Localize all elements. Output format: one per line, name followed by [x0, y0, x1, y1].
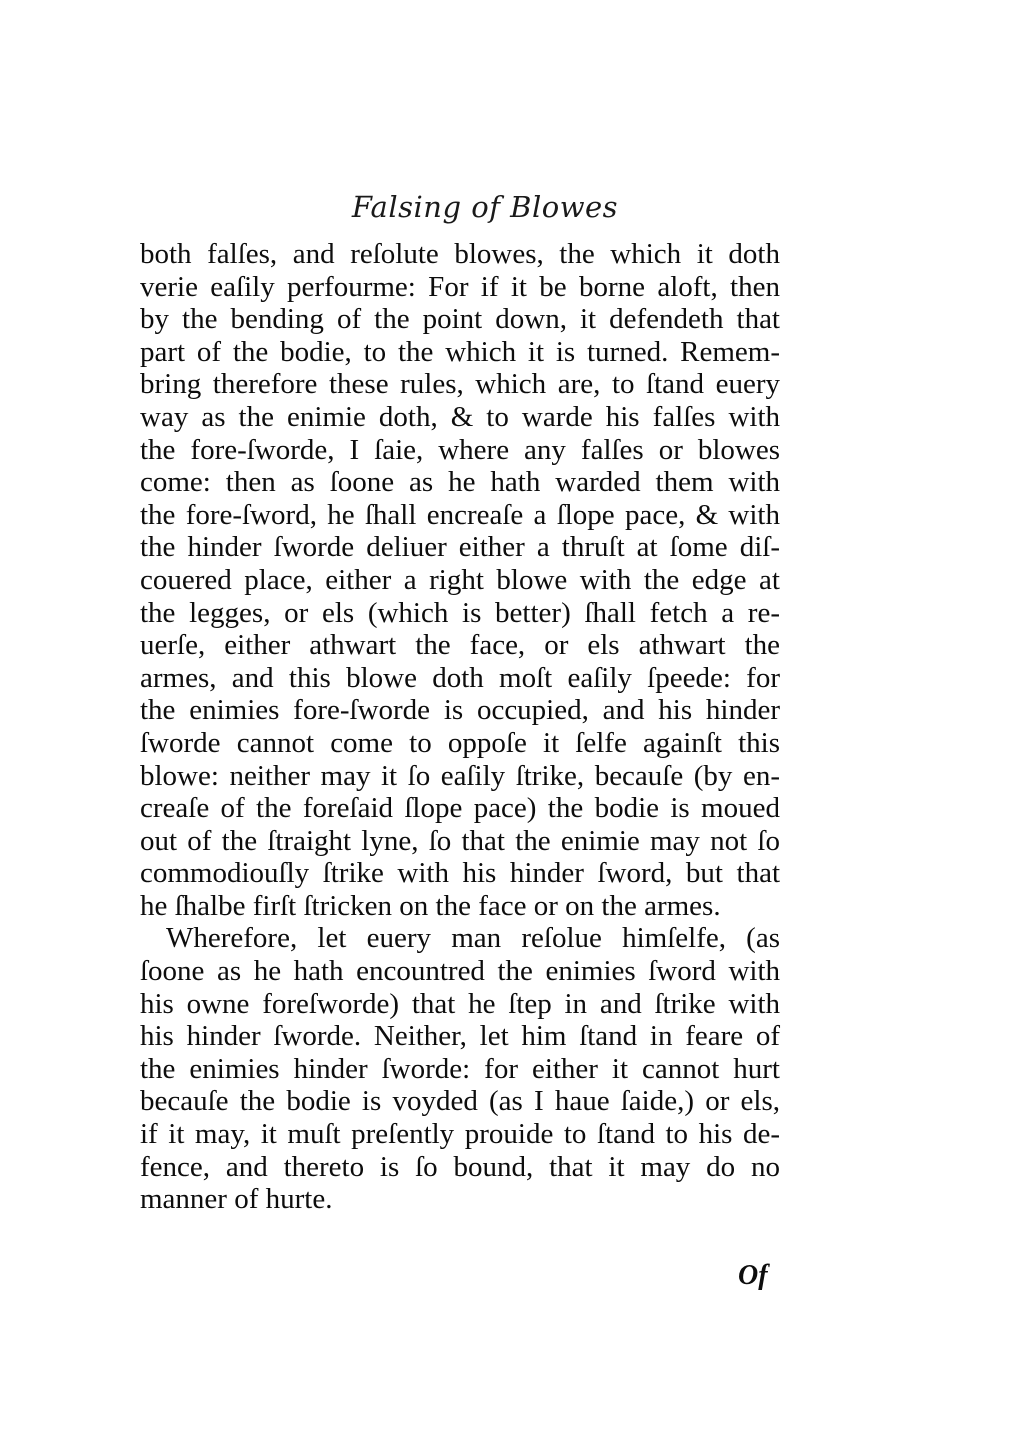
- text-line: by the bending of the point down, it defendeth that: [140, 303, 780, 336]
- text-line: ſworde cannot come to oppoſe it ſelfe againſt this: [140, 726, 780, 759]
- text-line: the hinder ſworde deliuer either a thruſt at ſome diſ-: [140, 531, 780, 564]
- text-line: both falſes, and reſolute blowes, the which it doth: [140, 238, 780, 270]
- text-line: blowe: neither may it ſo eaſily ſtrike, becauſe (by en-: [140, 759, 780, 792]
- catchword: Of: [738, 1260, 768, 1291]
- text-line: becauſe the bodie is voyded (as I haue ſaide,) or els,: [140, 1085, 780, 1118]
- text-line: fence, and thereto is ſo bound, that it may do no: [140, 1150, 780, 1183]
- running-head: Falsing of Blowes: [351, 190, 619, 224]
- text-line: the enimies hinder ſworde: for either it cannot hurt: [140, 1052, 780, 1085]
- text-line: uerſe, either athwart the face, or els athwart the: [140, 629, 780, 662]
- text-line: the legges, or els (which is better) ſhall fetch a re-: [140, 596, 780, 629]
- text-line: the fore-ſworde, I ſaie, where any falſes or blowes: [140, 433, 780, 466]
- text-line: bring therefore these rules, which are, to ſtand euery: [140, 368, 780, 401]
- text-line: armes, and this blowe doth moſt eaſily ſpeede: for: [140, 661, 780, 694]
- body-text: [140, 238, 780, 1216]
- text-line: he ſhalbe firſt ſtricken on the face or on the armes.: [140, 889, 721, 922]
- text-line: part of the bodie, to the which it is turned. Remem-: [140, 335, 780, 368]
- text-line: manner of hurte.: [140, 1183, 333, 1216]
- text-line: creaſe of the foreſaid ſlope pace) the bodie is moued: [140, 792, 780, 825]
- text-line: commodiouſly ſtrike with his hinder ſword, but that: [140, 857, 780, 890]
- text-line: if it may, it muſt preſently prouide to ſtand to his de-: [140, 1118, 780, 1151]
- text-line: his hinder ſworde. Neither, let him ſtand in feare of: [140, 1020, 780, 1053]
- text-line: ſoone as he hath encountred the enimies ſword with: [140, 955, 780, 988]
- text-line: the enimies fore-ſworde is occupied, and his hinder: [140, 694, 780, 727]
- text-line: his owne foreſworde) that he ſtep in and ſtrike with: [140, 987, 780, 1020]
- text-line: verie eaſily perfourme: For if it be borne aloft, then: [140, 270, 780, 303]
- text-line: out of the ſtraight lyne, ſo that the enimie may not ſo: [140, 824, 780, 857]
- text-line: come: then as ſoone as he hath warded them with: [140, 466, 780, 499]
- text-line: Wherefore, let euery man reſolue himſelfe, (as: [166, 922, 780, 955]
- text-line: way as the enimie doth, & to warde his falſes with: [140, 400, 780, 433]
- text-line: the fore-ſword, he ſhall encreaſe a ſlope pace, & with: [140, 498, 780, 531]
- text-line: couered place, either a right blowe with the edge at: [140, 563, 780, 596]
